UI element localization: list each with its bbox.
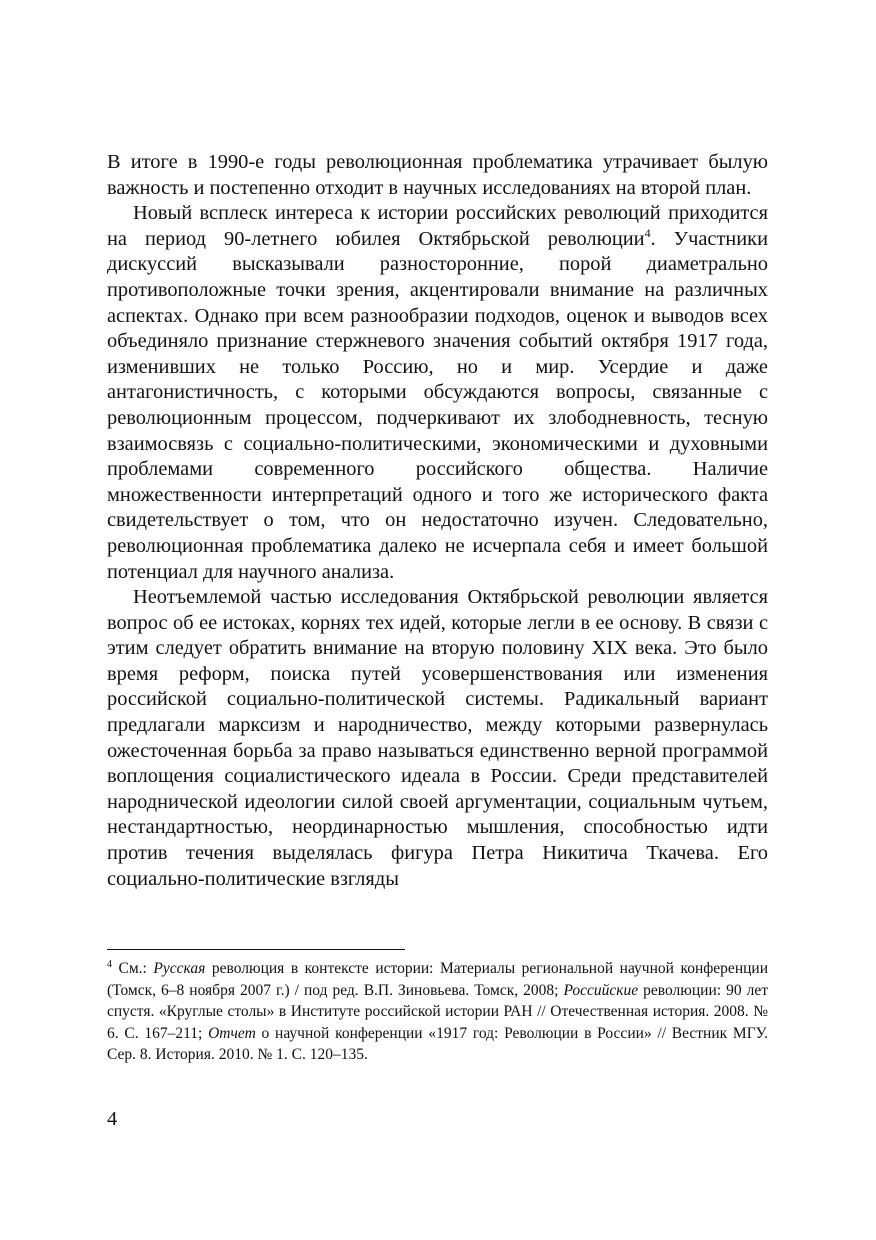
footnote-text-2: революция в контексте истории: Материалы региональной научной конференции (Томск, 6–8 ноября 2007 г.) / под ред. В.П. Зиновьева. Томск, 2008; bbox=[107, 960, 768, 999]
footnote-reference[interactable]: 4 bbox=[644, 225, 651, 240]
footnote-number: 4 bbox=[107, 958, 112, 970]
main-text bbox=[107, 150, 768, 892]
footnote-italic-1: Русская bbox=[153, 960, 206, 977]
paragraph-2 bbox=[107, 201, 768, 585]
paragraph-1: В итоге в 1990-е годы революционная проблематика утрачивает былую важность и постепенно отходит в научных исследованиях на второй план. bbox=[107, 151, 768, 199]
footnote-text-3: революции: 90 лет спустя. «Круглые столы» в Институте российской истории РАН // Отечественная история. 2008. № 6. С. 167–211; bbox=[107, 981, 768, 1042]
footnote bbox=[107, 958, 768, 1066]
footnote-divider bbox=[107, 949, 405, 950]
footnote-text-1: См.: bbox=[112, 960, 154, 977]
paragraph-2-text-after: . Участники дискуссий высказывали разносторонние, порой диаметрально противоположные точки зрения, акцентировали внимание на различных аспектах. Однако при всем разнообразии подходов, оценок и выводов всех объединяло признание стержневого значения событий октября 1917 года, изменивших не только Россию, но и мир. Усердие и даже антагонистичность, с которыми обсуждаются вопросы, связанные с революционным процессом, подчеркивают их злободневность, тесную взаимосвязь с социально-политическими, экономическими и духовными проблемами современного российского общества. Наличие множественности интерпретаций одного и того же исторического факта свидетельствует о том, что он недостаточно изучен. Следовательно, революционная проблематика далеко не исчерпала себя и имеет большой потенциал для научного анализа. bbox=[107, 227, 769, 583]
footnote-italic-2: Российские bbox=[563, 981, 639, 999]
page-number: 4 bbox=[107, 1108, 118, 1130]
footnote-italic-3: Отчет bbox=[208, 1024, 256, 1042]
footnote-text-4: о научной конференции «1917 год: Революции в России» // Вестник МГУ. Сер. 8. История. 2010. № 1. С. 120–135. bbox=[107, 1024, 768, 1064]
paragraph-2-text-before: Новый всплеск интереса к истории российских революций приходится на период 90-летнего юбилея Октябрьской революции bbox=[107, 202, 768, 250]
paragraph-3: Неотъемлемой частью исследования Октябрьской революции является вопрос об ее истоках, корнях тех идей, которые легли в ее основу. В связи с этим следует обратить внимание на вторую половину XIX века. Это было время реформ, поиска путей усовершенствования или изменения российской социально-политической системы. Радикальный вариант предлагали марксизм и народничество, между которыми развернулась ожесточенная борьба за право называться единственно верной программой воплощения социалистического идеала в России. Среди представителей народнической идеологии силой своей аргументации, социальным чутьем, нестандартностью, неординарностью мышления, способностью идти против течения выделялась фигура Петра Никитича Ткачева. Его социально-политические взгляды bbox=[107, 586, 768, 890]
